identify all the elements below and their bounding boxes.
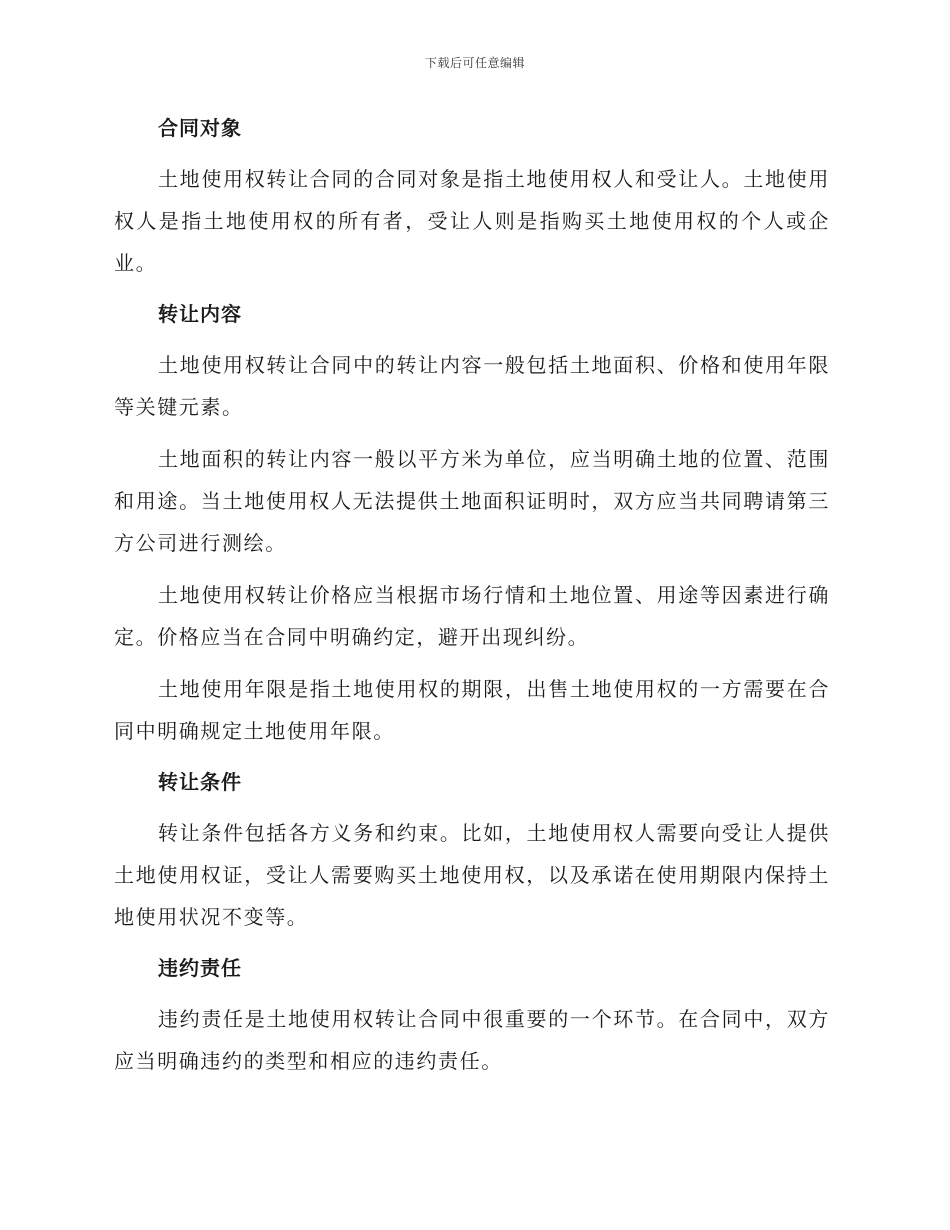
section-transfer-conditions: [114, 762, 830, 938]
section-breach-liability: [114, 948, 830, 1082]
paragraph: 土地使用权转让合同中的转让内容一般包括土地面积、价格和使用年限等关键元素。: [114, 353, 830, 419]
page-header-note: 下载后可任意编辑: [424, 56, 525, 70]
section-heading: 转让条件: [158, 770, 242, 794]
paragraph: 土地使用年限是指土地使用权的期限，出售土地使用权的一方需要在合同中明确规定土地使用年限。: [114, 677, 830, 743]
section-contract-parties: [114, 108, 830, 284]
section-heading: 违约责任: [158, 956, 242, 980]
paragraph: 土地使用权转让合同的合同对象是指土地使用权人和受让人。土地使用权人是指土地使用权的所有者，受让人则是指购买土地使用权的个人或企业。: [114, 167, 830, 275]
paragraph: 转让条件包括各方义务和约束。比如，土地使用权人需要向受让人提供土地使用权证，受让人需要购买土地使用权，以及承诺在使用期限内保持土地使用状况不变等。: [114, 821, 830, 929]
section-transfer-content: [114, 294, 830, 752]
paragraph: 违约责任是土地使用权转让合同中很重要的一个环节。在合同中，双方应当明确违约的类型和相应的违约责任。: [114, 1007, 830, 1073]
document-body: [114, 108, 830, 1082]
section-heading: 合同对象: [158, 116, 242, 140]
section-heading: 转让内容: [158, 302, 242, 326]
paragraph: 土地面积的转让内容一般以平方米为单位，应当明确土地的位置、范围和用途。当土地使用权人无法提供土地面积证明时，双方应当共同聘请第三方公司进行测绘。: [114, 447, 830, 555]
paragraph: 土地使用权转让价格应当根据市场行情和土地位置、用途等因素进行确定。价格应当在合同中明确约定，避开出现纠纷。: [114, 583, 830, 649]
